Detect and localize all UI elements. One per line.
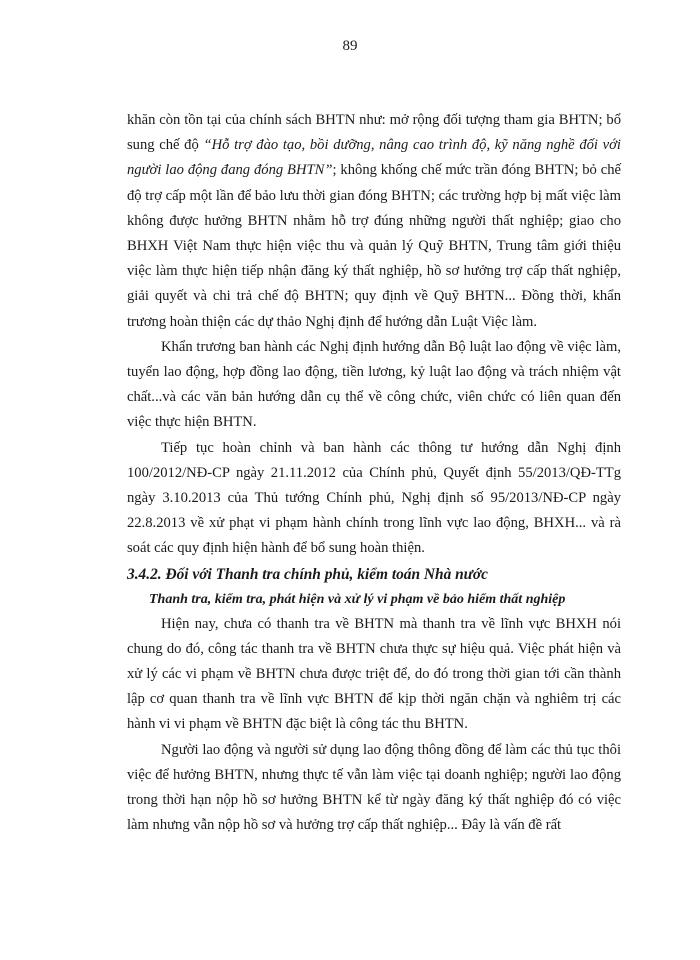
document-body	[127, 108, 621, 838]
paragraph-5: Người lao động và người sử dụng lao động thông đồng để làm các thủ tục thôi việc để hưởng BHTN, nhưng thực tế vẫn làm việc tại doanh nghiệp; người lao động trong thời hạn nộp hồ sơ hưởng BHTN kể từ ngày đăng ký thất nghiệp đó có việc làm nhưng vẫn nộp hồ sơ và hưởng trợ cấp thất nghiệp... Đây là vấn đề rất	[127, 741, 621, 834]
paragraph-4: Hiện nay, chưa có thanh tra về BHTN mà thanh tra về lĩnh vực BHXH nói chung do đó, công tác thanh tra về BHTN chưa thực sự hiệu quả. Việc phát hiện và xử lý các vi phạm về BHTN chưa được triệt để, do đó trong thời gian tới cần thành lập cơ quan thanh tra về lĩnh vực BHTN để kịp thời ngăn chặn và nghiêm trị các hành vi vi phạm về BHTN đặc biệt là công tác thu BHTN.	[127, 615, 621, 733]
paragraph-1-text-b: ; không khống chế mức trần đóng BHTN; bỏ chế độ trợ cấp một lần để bảo lưu thời gian đóng BHTN; các trường hợp bị mất việc làm không được hưởng BHTN nhằm hỗ trợ đúng những người thất nghiệp; giao cho BHXH Việt Nam thực hiện việc thu và quản lý Quỹ BHTN, Trung tâm giới thiệu việc làm thực hiện tiếp nhận đăng ký thất nghiệp, hồ sơ hưởng trợ cấp thất nghiệp, giải quyết và chi trả chế độ BHTN; quy định về Quỹ BHTN... Đồng thời, khẩn trương hoàn thiện các dự thảo Nghị định để hướng dẫn Luật Việc làm.	[127, 162, 621, 330]
page-number: 89	[342, 38, 358, 54]
section-subheading: Thanh tra, kiểm tra, phát hiện và xử lý vi phạm về bảo hiểm thất nghiệp	[149, 591, 566, 607]
paragraph-2: Khẩn trương ban hành các Nghị định hướng dẫn Bộ luật lao động về việc làm, tuyển lao động, hợp đồng lao động, tiền lương, kỷ luật lao động và trách nhiệm vật chất...và các văn bản hướng dẫn cụ thể về công chức, viên chức có liên quan đến việc thực hiện BHTN.	[127, 338, 621, 431]
paragraph-3: Tiếp tục hoàn chỉnh và ban hành các thông tư hướng dẫn Nghị định 100/2012/NĐ-CP ngày 21.11.2012 của Chính phủ, Quyết định 55/2013/QĐ-TTg ngày 3.10.2013 của Thủ tướng Chính phủ, Nghị định số 95/2013/NĐ-CP ngày 22.8.2013 về xử phạt vi phạm hành chính trong lĩnh vực lao động, BHXH... và rà soát các quy định hiện hành để bổ sung hoàn thiện.	[127, 439, 621, 557]
paragraph-1-text-a: khăn còn tồn tại của chính sách BHTN như: mở rộng đối tượng tham gia BHTN; bổ sung chế độ	[127, 112, 621, 154]
section-heading: 3.4.2. Đối với Thanh tra chính phủ, kiểm toán Nhà nước	[127, 565, 488, 583]
paragraph-1	[127, 108, 621, 335]
paragraph-1-quote: “Hỗ trợ đào tạo, bồi dưỡng, nâng cao trình độ, kỹ năng nghề đối với người lao động đang đóng BHTN”	[127, 137, 621, 179]
